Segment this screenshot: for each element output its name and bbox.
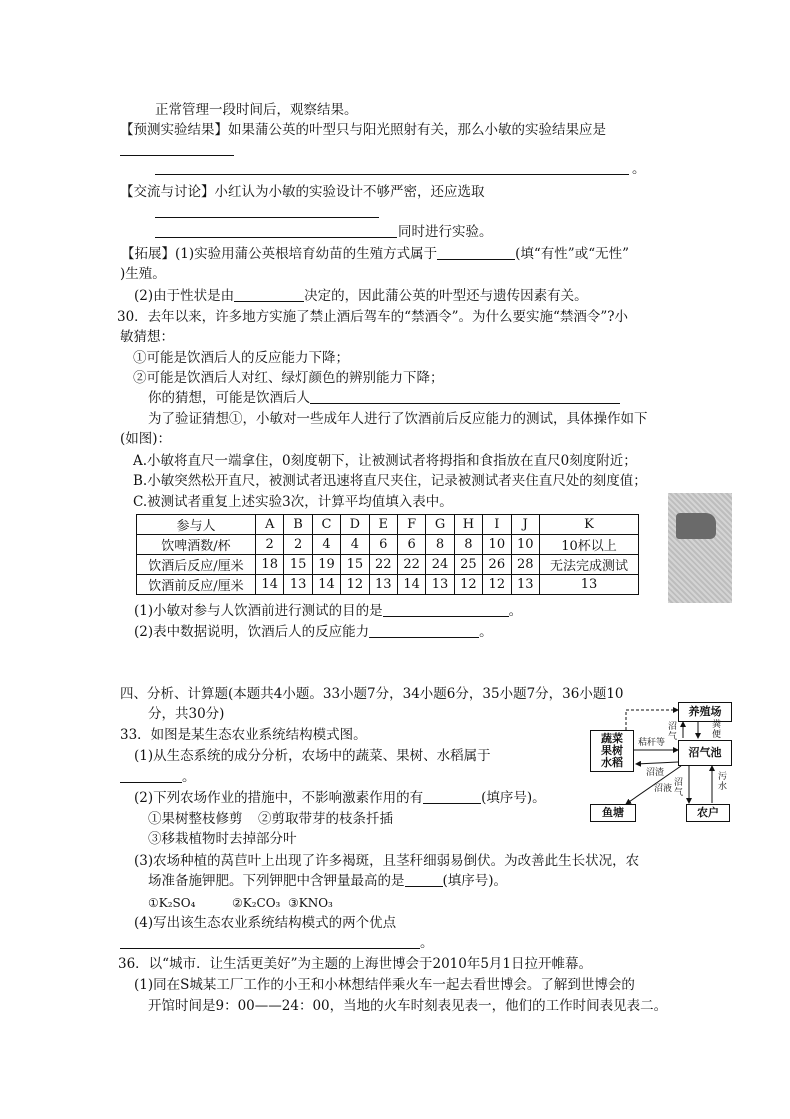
- sub1-period: 。: [508, 603, 523, 619]
- table-cell: 15: [284, 555, 312, 575]
- ext2-blank[interactable]: [234, 287, 304, 302]
- table-cell: 10: [511, 535, 539, 555]
- table-cell: 13: [284, 575, 312, 595]
- s2-text: (2)下列农场作业的措施中，不影响激素作用的有: [134, 790, 424, 806]
- s2-blank[interactable]: [423, 789, 481, 804]
- q36-intro: 36．以“城市．让生活更美好”为主题的上海世博会于2010年5月1日拉开帷幕。: [118, 956, 593, 972]
- q30-verify-2: (如图)：: [120, 431, 172, 447]
- table-cell: 13: [426, 575, 454, 595]
- crop-vegetable: 蔬菜: [601, 732, 623, 745]
- q36-s1a: (1)同在S城某工厂工作的小王和小林想结伴乘火车一起去看世博会。了解到世博会的: [134, 977, 635, 993]
- q33-s1-answer: [120, 768, 196, 786]
- ext1-end: )生殖。: [120, 266, 166, 282]
- q30-step-c: C.被测试者重复上述实验3次，计算平均值填入表中。: [133, 494, 453, 510]
- table-cell: A: [256, 515, 284, 535]
- q30-intro-1: 30．去年以来，许多地方实施了禁止酒后驾车的“禁酒令”。为什么要实施“禁酒令”?小: [117, 309, 629, 325]
- table-cell: F: [397, 515, 425, 535]
- eco-farm-diagram: [586, 700, 732, 825]
- discuss-end: 同时进行实验。: [398, 224, 493, 240]
- s4-blank[interactable]: [120, 934, 420, 949]
- table-cell: 无法完成测试: [540, 555, 639, 575]
- s3-opt-3: ③KNO₃: [288, 896, 333, 910]
- sub1-text: (1)小敏对参与人饮酒前进行测试的目的是: [134, 603, 383, 619]
- q33-s3a: (3)农场种植的莴苣叶上出现了许多褐斑，且茎秆细弱易倒伏。为改善此生长状况，农: [134, 853, 640, 869]
- table-cell: 6: [369, 535, 397, 555]
- table-row: [137, 575, 639, 595]
- table-cell: 饮酒后反应/厘米: [137, 555, 256, 575]
- q30-intro-2: 敏猜想：: [120, 329, 174, 345]
- s2-opt-3: ③移栽植物时去掉部分叶: [148, 831, 297, 847]
- s2-opt-2: ②剪取带芽的枝条扦插: [258, 811, 393, 827]
- table-cell: 14: [312, 575, 340, 595]
- q36-s1b: 开馆时间是9：00——24：00，当地的火车时刻表见表一，他们的工作时间表见表二。: [148, 998, 668, 1014]
- s3-opt-1: ①K₂SO₄: [148, 896, 196, 910]
- your-guess-text: 你的猜想，可能是饮酒后人: [148, 390, 310, 406]
- label-feces: 粪便: [712, 720, 722, 740]
- box-farm: 养殖场: [678, 702, 732, 722]
- ext1-text-a: 【拓展】(1)实验用蒲公英根培育幼苗的生殖方式属于: [121, 246, 438, 262]
- table-cell: D: [341, 515, 369, 535]
- table-cell: 19: [312, 555, 340, 575]
- ext2-text-a: (2)由于性状是由: [134, 288, 235, 304]
- table-cell: 2: [256, 535, 284, 555]
- box-biogas: 沼气池: [678, 740, 732, 766]
- section4-title-2: 分，共30分): [148, 706, 225, 722]
- table-cell: 12: [483, 575, 511, 595]
- q30-verify-1: 为了验证猜想①，小敏对一些成年人进行了饮酒前后反应能力的测试，具体操作如下: [148, 411, 648, 427]
- s3-text: 场准备施钾肥。下列钾肥中含钾量最高的是: [148, 873, 405, 889]
- discuss-blank-2[interactable]: [155, 237, 397, 238]
- label-slurry: 沼液: [654, 784, 673, 794]
- ext1: [121, 245, 629, 263]
- table-cell: 4: [312, 535, 340, 555]
- label-biogas-top: 沼气: [668, 722, 678, 742]
- table-cell: 饮啤酒数/杯: [137, 535, 256, 555]
- q29-line1: 正常管理一段时间后，观察结果。: [155, 102, 358, 118]
- table-cell: H: [454, 515, 482, 535]
- sub1-blank[interactable]: [383, 602, 509, 617]
- table-cell: 饮酒前反应/厘米: [137, 575, 256, 595]
- box-fish-pond: 鱼塘: [590, 804, 636, 822]
- label-residue: 沼渣: [646, 768, 665, 778]
- predict-blank-2[interactable]: [155, 174, 629, 175]
- s4-period: 。: [420, 935, 434, 951]
- table-cell: 14: [256, 575, 284, 595]
- q33-s2: [134, 789, 546, 807]
- table-cell: E: [369, 515, 397, 535]
- s2-opt-1: ①果树整枝修剪: [148, 811, 243, 827]
- label-straw: 秸秆等: [638, 738, 666, 748]
- table-cell: 14: [397, 575, 425, 595]
- table-cell: 18: [256, 555, 284, 575]
- table-cell: 13: [540, 575, 639, 595]
- table-cell: I: [483, 515, 511, 535]
- table-cell: 6: [397, 535, 425, 555]
- sub2-text: (2)表中数据说明，饮酒后人的反应能力: [134, 624, 370, 640]
- s1-period: 。: [182, 769, 196, 785]
- discuss-blank-1[interactable]: [155, 217, 379, 218]
- table-row: [137, 515, 639, 535]
- table-cell: 4: [341, 535, 369, 555]
- q30-sub2: [134, 623, 493, 641]
- photo-hand-shape: [676, 513, 716, 539]
- s3-opt-2: ②K₂CO₃: [232, 896, 281, 910]
- table-cell: 10杯以上: [540, 535, 639, 555]
- reaction-table: [136, 514, 639, 595]
- table-cell: 8: [454, 535, 482, 555]
- table-cell: 2: [284, 535, 312, 555]
- q30-step-b: B.小敏突然松开直尺，被测试者迅速将直尺夹住，记录被测试者夹住直尺处的刻度值；: [133, 473, 647, 489]
- q30-sub1: [134, 602, 522, 620]
- s2-tail: (填序号)。: [481, 790, 546, 806]
- table-cell: C: [312, 515, 340, 535]
- ext1-text-b: (填“有性”或“无性”: [515, 246, 629, 262]
- table-cell: G: [426, 515, 454, 535]
- table-cell: 22: [369, 555, 397, 575]
- q33-s1: (1)从生态系统的成分分析，农场中的蔬菜、果树、水稻属于: [134, 748, 491, 764]
- s1-blank[interactable]: [120, 768, 182, 783]
- sub2-period: 。: [479, 624, 493, 640]
- ext1-blank[interactable]: [437, 245, 515, 260]
- box-crops: [590, 730, 634, 772]
- arrow-residue: [636, 762, 678, 764]
- table-cell: K: [540, 515, 639, 535]
- table-cell: 参与人: [137, 515, 256, 535]
- section4-title-1: 四、分析、计算题(本题共4小题。33小题7分，34小题6分，35小题7分，36小题10: [120, 686, 624, 702]
- q33-s3b: [148, 872, 507, 890]
- crop-fruit-tree: 果树: [601, 744, 623, 757]
- label-biogas-bottom: 沼气: [674, 778, 684, 798]
- table-cell: 8: [426, 535, 454, 555]
- q29-predict: 【预测实验结果】如果蒲公英的叶型只与阳光照射有关，那么小敏的实验结果应是: [120, 122, 606, 138]
- table-cell: 12: [341, 575, 369, 595]
- q33-intro: 33．如图是某生态农业系统结构模式图。: [120, 727, 367, 743]
- predict-blank-1[interactable]: [120, 155, 234, 156]
- table-cell: J: [511, 515, 539, 535]
- table-cell: 13: [369, 575, 397, 595]
- q30-guess-2: ②可能是饮酒后人对红、绿灯颜色的辨别能力下降；: [133, 370, 444, 386]
- table-cell: 22: [397, 555, 425, 575]
- your-guess-blank[interactable]: [310, 389, 620, 404]
- table-row: [137, 555, 639, 575]
- s3-tail: (填序号)。: [442, 873, 508, 889]
- ext2: [134, 287, 588, 305]
- ruler-test-photo: [668, 493, 732, 603]
- ext2-text-b: 决定的，因此蒲公英的叶型还与遗传因素有关。: [304, 288, 588, 304]
- label-sewage: 污水: [718, 772, 728, 792]
- crop-rice: 水稻: [601, 756, 623, 769]
- table-cell: 25: [454, 555, 482, 575]
- q33-s4-answer: [120, 934, 434, 952]
- table-cell: 15: [341, 555, 369, 575]
- table-cell: B: [284, 515, 312, 535]
- table-cell: 13: [511, 575, 539, 595]
- q29-discuss: 【交流与讨论】小红认为小敏的实验设计不够严密，还应选取: [120, 184, 485, 200]
- table-cell: 26: [483, 555, 511, 575]
- q30-step-a: A.小敏将直尺一端拿住，0刻度朝下，让被测试者将拇指和食指放在直尺0刻度附近；: [133, 453, 637, 469]
- table-cell: 12: [454, 575, 482, 595]
- q30-your-guess: [148, 389, 620, 407]
- q30-guess-1: ①可能是饮酒后人的反应能力下降；: [133, 350, 349, 366]
- box-farmer: 农户: [686, 804, 730, 822]
- q33-s4: (4)写出该生态农业系统结构模式的两个优点: [134, 915, 397, 931]
- predict-period: 。: [632, 161, 646, 177]
- table-cell: 28: [511, 555, 539, 575]
- table-cell: 24: [426, 555, 454, 575]
- table-row: [137, 535, 639, 555]
- table-cell: 10: [483, 535, 511, 555]
- sub2-blank[interactable]: [369, 623, 479, 638]
- s3-blank[interactable]: [405, 872, 443, 887]
